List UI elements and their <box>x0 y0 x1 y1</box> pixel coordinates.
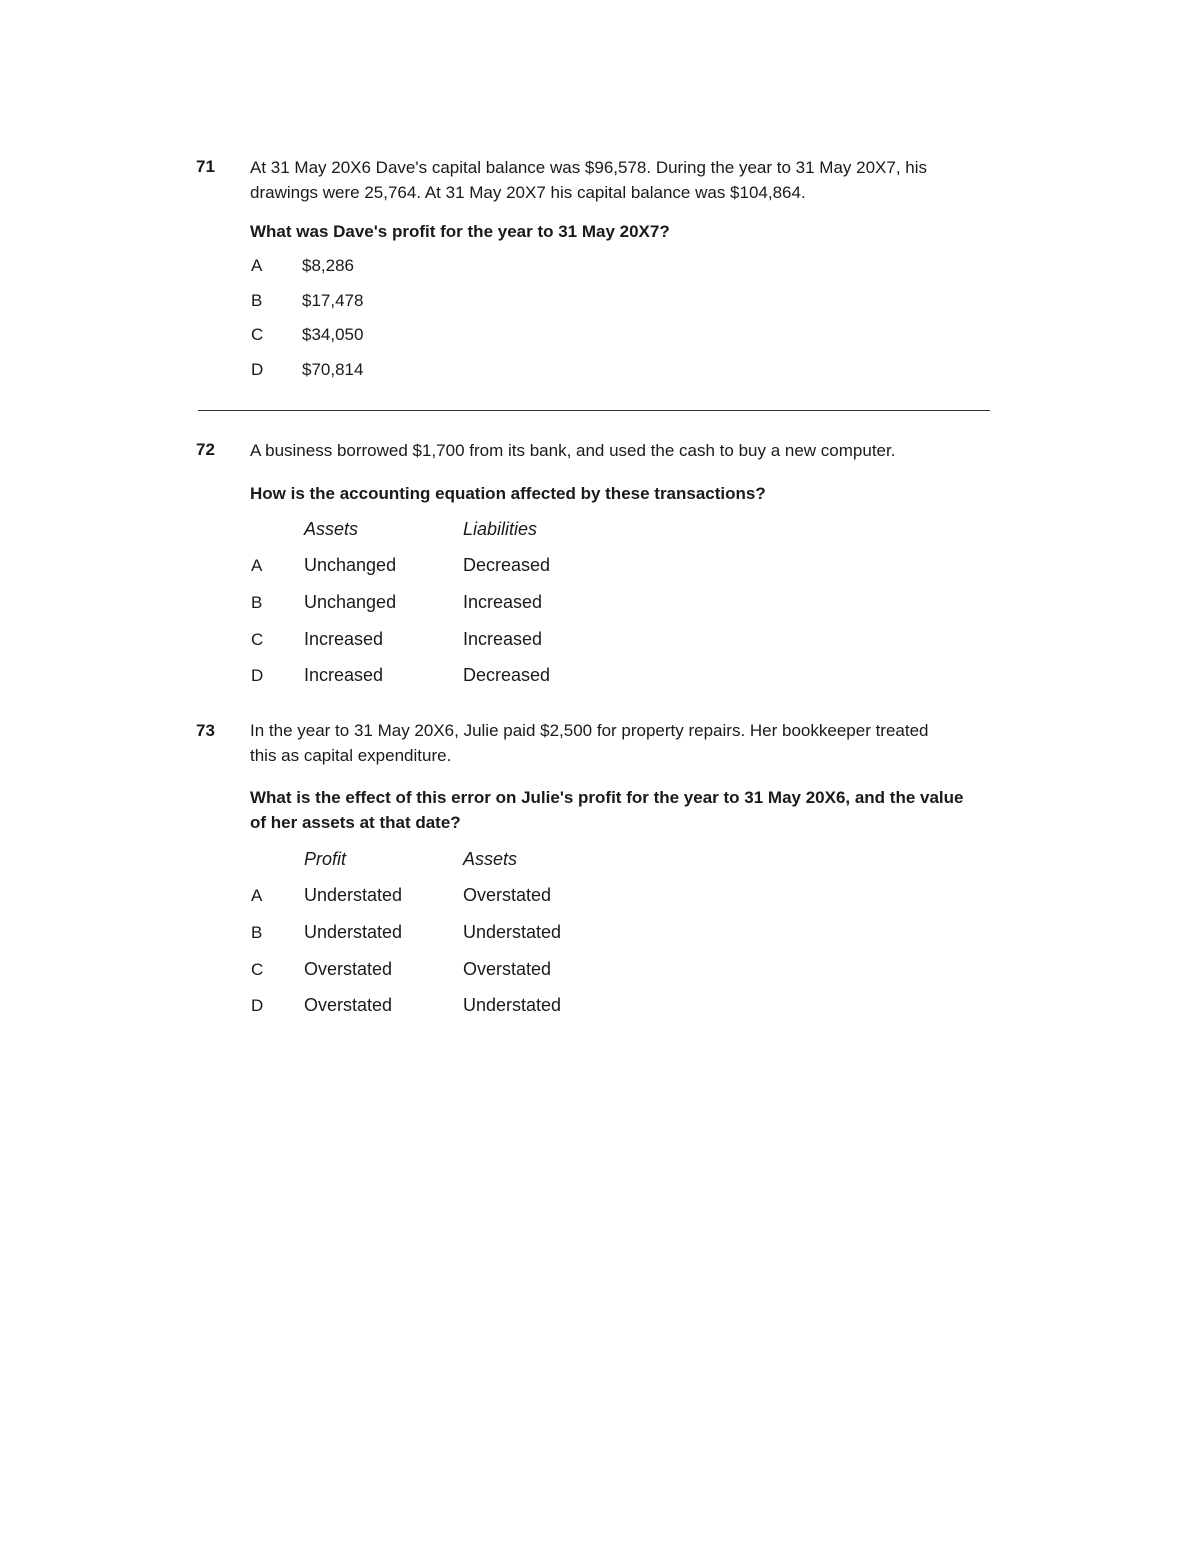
column-header: Liabilities <box>463 519 538 539</box>
option-col2: Understated <box>463 922 562 942</box>
option-col2: Overstated <box>463 959 552 979</box>
option-letter: C <box>251 960 264 979</box>
option-col1: Increased <box>304 665 384 685</box>
option-col2: Increased <box>463 629 543 649</box>
option-col2: Understated <box>463 995 562 1015</box>
stem-line: At 31 May 20X6 Dave's capital balance was $96,578. During the year to 31 May 20X7, his <box>250 158 928 177</box>
option-col1: Unchanged <box>304 555 397 575</box>
option-letter: A <box>251 556 263 575</box>
option-col1: Increased <box>304 629 384 649</box>
option-letter: B <box>251 923 263 942</box>
stem-line: this as capital expenditure. <box>250 746 452 765</box>
column-header: Assets <box>463 849 518 869</box>
question-stem <box>250 718 1040 768</box>
stem-line: drawings were 25,764. At 31 May 20X7 his capital balance was $104,864. <box>250 183 806 202</box>
option-col1: Overstated <box>304 959 393 979</box>
question-line: of her assets at that date? <box>250 813 461 832</box>
option-letter: B <box>251 291 263 310</box>
option-letter: D <box>251 360 264 379</box>
question-number: 72 <box>196 440 215 459</box>
option-col2: Decreased <box>463 555 551 575</box>
option-letter: A <box>251 256 263 275</box>
stem-line: In the year to 31 May 20X6, Julie paid $2,500 for property repairs. Her bookkeeper treated <box>250 721 929 740</box>
option-value: $34,050 <box>302 325 364 344</box>
question-prompt: What was Dave's profit for the year to 31 May 20X7? <box>250 222 670 241</box>
question-stem: A business borrowed $1,700 from its bank, and used the cash to buy a new computer. <box>250 441 896 460</box>
option-col2: Decreased <box>463 665 551 685</box>
option-col1: Overstated <box>304 995 393 1015</box>
option-col2: Increased <box>463 592 543 612</box>
question-line: What is the effect of this error on Julie's profit for the year to 31 May 20X6, and the value <box>250 788 964 807</box>
question-number: 71 <box>196 157 215 176</box>
question-prompt: How is the accounting equation affected by these transactions? <box>250 484 766 503</box>
option-letter: B <box>251 593 263 612</box>
option-value: $8,286 <box>302 256 354 275</box>
option-letter: C <box>251 630 264 649</box>
column-header: Profit <box>304 849 347 869</box>
option-col1: Unchanged <box>304 592 397 612</box>
section-divider <box>198 410 990 411</box>
option-col1: Understated <box>304 885 403 905</box>
option-value: $70,814 <box>302 360 364 379</box>
option-letter: A <box>251 886 263 905</box>
option-letter: D <box>251 996 264 1015</box>
column-header: Assets <box>304 519 359 539</box>
question-stem <box>250 155 1040 205</box>
option-value: $17,478 <box>302 291 364 310</box>
option-col1: Understated <box>304 922 403 942</box>
option-col2: Overstated <box>463 885 552 905</box>
option-letter: C <box>251 325 264 344</box>
question-number: 73 <box>196 721 215 740</box>
option-letter: D <box>251 666 264 685</box>
question-prompt <box>250 785 1040 835</box>
